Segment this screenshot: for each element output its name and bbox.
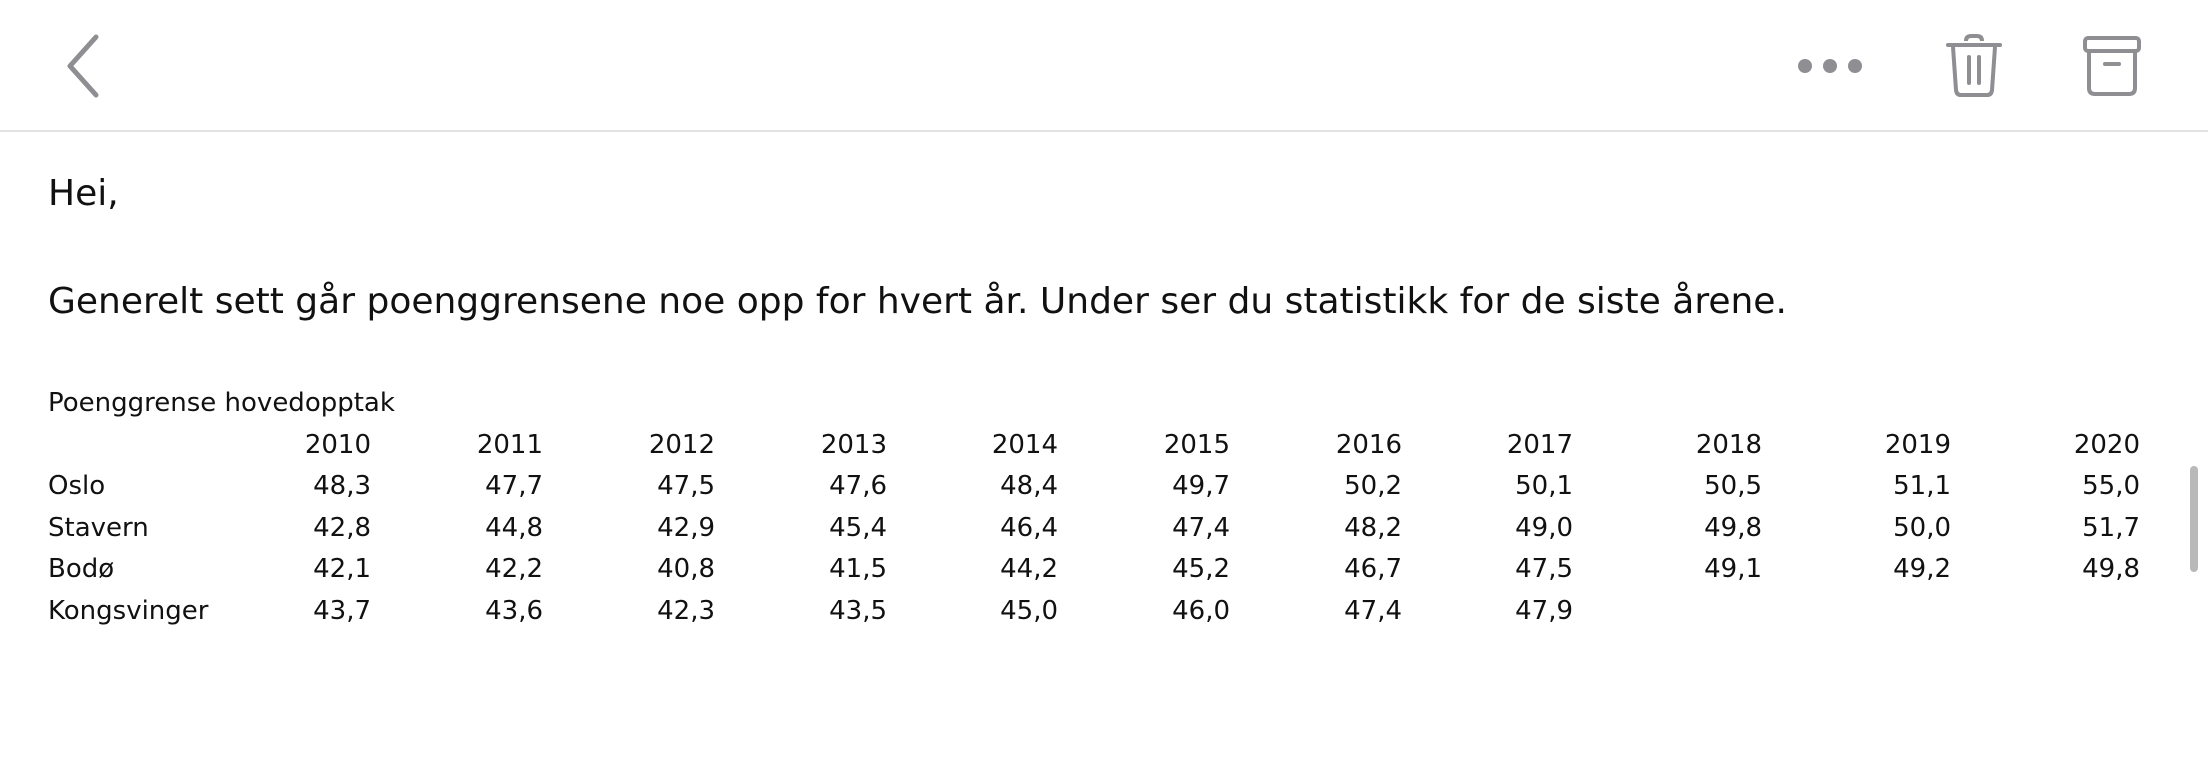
- table-cell: 49,8: [2082, 554, 2140, 585]
- year-header: 2019: [1884, 429, 1951, 460]
- table-row: [48, 590, 2140, 632]
- table-cell: 43,7: [313, 595, 371, 626]
- table-title: Poenggrense hovedopptak: [48, 388, 395, 418]
- table-cell: 46,7: [1344, 554, 1402, 585]
- table-cell: 43,6: [485, 595, 543, 626]
- table-cell: 46,4: [1000, 512, 1058, 543]
- row-label: Kongsvinger: [48, 595, 209, 626]
- table-cell: 47,5: [1515, 554, 1573, 585]
- statistics-table: [48, 424, 2140, 632]
- table-cell: 49,8: [1704, 512, 1762, 543]
- table-cell: 48,3: [313, 471, 371, 502]
- table-cell: 49,7: [1172, 471, 1230, 502]
- toolbar: [0, 0, 2208, 132]
- table-cell: 42,2: [485, 554, 543, 585]
- table-cell: 42,3: [657, 595, 715, 626]
- table-cell: 49,0: [1515, 512, 1573, 543]
- trash-icon: [1944, 33, 2004, 99]
- year-header: 2015: [1163, 429, 1230, 460]
- year-header: 2012: [648, 429, 715, 460]
- table-cell: 42,9: [657, 512, 715, 543]
- table-cell: 45,0: [1000, 595, 1058, 626]
- table-cell: 47,5: [657, 471, 715, 502]
- vertical-scrollbar[interactable]: [2190, 466, 2198, 572]
- table-cell: 50,2: [1344, 471, 1402, 502]
- back-button[interactable]: [44, 26, 124, 106]
- year-header: 2011: [476, 429, 543, 460]
- year-header: 2016: [1335, 429, 1402, 460]
- table-cell: 44,8: [485, 512, 543, 543]
- table-cell: 43,5: [829, 595, 887, 626]
- year-header: 2017: [1506, 429, 1573, 460]
- table-cell: 44,2: [1000, 554, 1058, 585]
- table-cell: 48,4: [1000, 471, 1058, 502]
- table-cell: 49,1: [1704, 554, 1762, 585]
- table-cell: [1951, 590, 2140, 632]
- table-cell: 42,1: [313, 554, 371, 585]
- trash-button[interactable]: [1934, 26, 2014, 106]
- table-cell: 45,2: [1172, 554, 1230, 585]
- table-row: [48, 549, 2140, 591]
- table-cell: 47,4: [1344, 595, 1402, 626]
- table-header-row: [48, 424, 2140, 466]
- table-cell: 46,0: [1172, 595, 1230, 626]
- table-cell: [1762, 590, 1951, 632]
- table-cell: 45,4: [829, 512, 887, 543]
- table-row: [48, 507, 2140, 549]
- table-cell: [1573, 590, 1762, 632]
- table-cell: 50,1: [1515, 471, 1573, 502]
- table-cell: 40,8: [657, 554, 715, 585]
- year-header: 2014: [991, 429, 1058, 460]
- table-cell: 50,5: [1704, 471, 1762, 502]
- row-label: Stavern: [48, 512, 149, 543]
- header-corner-cell: [48, 424, 228, 466]
- table-row: [48, 466, 2140, 508]
- chevron-left-icon: [64, 31, 104, 101]
- table-cell: 55,0: [2082, 471, 2140, 502]
- table-cell: 51,1: [1893, 471, 1951, 502]
- table-cell: 50,0: [1893, 512, 1951, 543]
- row-label: Bodø: [48, 554, 115, 585]
- table-cell: 41,5: [829, 554, 887, 585]
- table-cell: 47,4: [1172, 512, 1230, 543]
- row-label: Oslo: [48, 471, 106, 502]
- message-intro: Generelt sett går poenggrensene noe opp for hvert år. Under ser du statistikk for de siste årene.: [48, 281, 1787, 322]
- year-header: 2013: [820, 429, 887, 460]
- archive-icon: [2081, 34, 2143, 98]
- table-cell: 47,7: [485, 471, 543, 502]
- archive-button[interactable]: [2072, 26, 2152, 106]
- year-header: 2020: [2073, 429, 2140, 460]
- year-header: 2018: [1695, 429, 1762, 460]
- table-cell: 42,8: [313, 512, 371, 543]
- table-cell: 49,2: [1893, 554, 1951, 585]
- table-cell: 47,6: [829, 471, 887, 502]
- year-header: 2010: [304, 429, 371, 460]
- message-greeting: Hei,: [48, 173, 119, 214]
- table-cell: 47,9: [1515, 595, 1573, 626]
- table-cell: 51,7: [2082, 512, 2140, 543]
- ellipsis-icon: [1795, 56, 1865, 76]
- more-button[interactable]: [1790, 26, 1870, 106]
- table-cell: 48,2: [1344, 512, 1402, 543]
